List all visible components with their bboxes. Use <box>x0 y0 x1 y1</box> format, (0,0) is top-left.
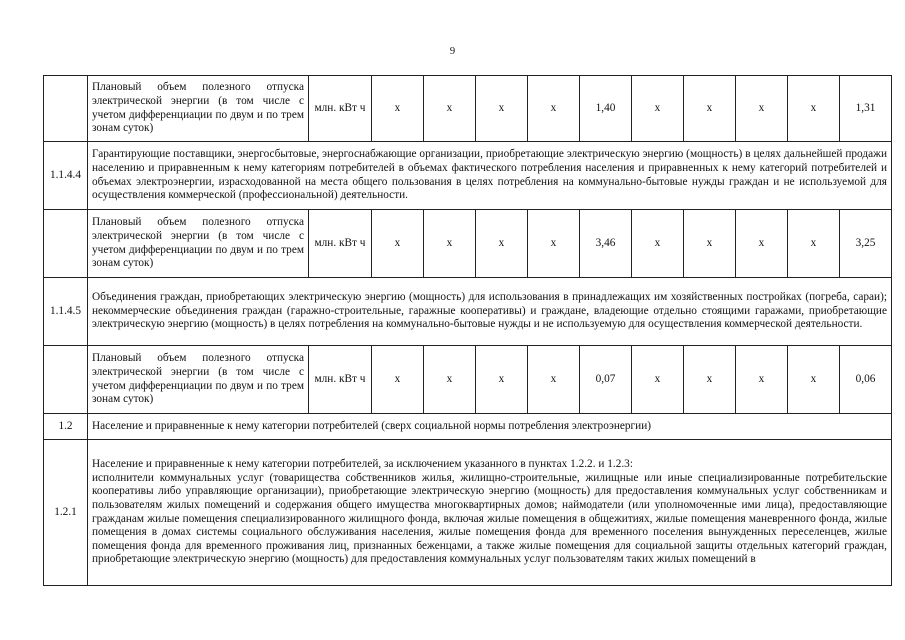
value-cell: 1,31 <box>840 76 892 142</box>
category-description: Гарантирующие поставщики, энергосбытовые, энергоснабжающие организации, приобретающие электрическую энергию (мощность) в целях дальнейшей продажи населению и приравненным к нему категориям потребителей в объемах фактического потребления населения и приравненных к нему категорий потребителей и объемах электроэнергии, израсходованной на места общего пользования в целях потребления на коммунально-бытовые нужды граждан и не используемой для осуществления коммерческой (профессиональной) деятельности. <box>88 142 892 210</box>
value-cell: х <box>476 76 528 142</box>
unit-cell: млн. кВт ч <box>309 76 372 142</box>
value-cell: х <box>424 210 476 278</box>
category-list-text: исполнители коммунальных услуг (товарищества собственников жилья, жилищно-строительные, жилищные или иные специализированные потребительские кооперативы либо управляющие организации), приобретающие электрическую энергию (мощность) для предоставления коммунальных услуг собственникам и пользователям жилых помещений и содержания общего имущества многоквартирных домов; наймодатели (или уполномоченные ими лица), предоставляющие гражданам жилые помещения специализированного жилищного фонда, включая жилые помещения в общежитиях, жилые помещения маневренного фонда, жилые помещения в домах системы социального обслуживания населения, жилые помещения фонда для временного поселения вынужденных переселенцев, жилые помещения фонда для временного проживания лиц, признанных беженцами, а также жилые помещения для социальной защиты отдельных категорий граждан, приобретающие электрическую энергию (мощность) для предоставления коммунальных услуг пользователям таких жилых помещений в <box>92 471 887 566</box>
category-intro: Население и приравненные к нему категории потребителей, за исключением указанного в пунктах 1.2.2. и 1.2.3: <box>92 458 633 471</box>
value-cell: х <box>632 76 684 142</box>
table-row <box>44 210 892 278</box>
plan-volume-label: Плановый объем полезного отпуска электрической энергии (в том числе с учетом дифференциации по двум и по трем зонам суток) <box>88 76 309 142</box>
value-cell: х <box>788 346 840 414</box>
unit-cell: млн. кВт ч <box>309 210 372 278</box>
value-cell: х <box>736 76 788 142</box>
value-cell: х <box>788 210 840 278</box>
value-cell: х <box>788 76 840 142</box>
value-cell: 3,46 <box>580 210 632 278</box>
page-number: 9 <box>449 46 456 57</box>
value-cell: х <box>424 346 476 414</box>
row-number: 1.1.4.5 <box>44 278 88 346</box>
row-number: 1.2 <box>44 414 88 440</box>
value-cell: х <box>372 76 424 142</box>
plan-volume-label: Плановый объем полезного отпуска электрической энергии (в том числе с учетом дифференциации по двум и по трем зонам суток) <box>88 346 309 414</box>
category-description: Население и приравненные к нему категории потребителей (сверх социальной нормы потребления электроэнергии) <box>88 414 892 440</box>
value-cell: х <box>528 346 580 414</box>
table-row <box>44 142 892 210</box>
category-description <box>88 440 892 586</box>
value-cell: х <box>528 76 580 142</box>
value-cell: х <box>476 210 528 278</box>
value-cell: х <box>684 346 736 414</box>
row-number-cell <box>44 76 88 142</box>
row-number-cell <box>44 210 88 278</box>
value-cell: х <box>372 210 424 278</box>
value-cell: х <box>736 210 788 278</box>
value-cell: х <box>632 210 684 278</box>
row-number: 1.2.1 <box>44 440 88 586</box>
tariff-table <box>43 75 892 586</box>
value-cell: х <box>424 76 476 142</box>
table-row <box>44 278 892 346</box>
row-number-cell <box>44 346 88 414</box>
table-row <box>44 346 892 414</box>
category-description: Объединения граждан, приобретающих электрическую энергию (мощность) для использования в принадлежащих им хозяйственных постройках (погреба, сараи); некоммерческие объединения граждан (гаражно-строительные, гаражные кооперативы) и граждане, владеющие отдельно стоящими гаражами, приобретающие электрическую энергию (мощность) в целях потребления на коммунально-бытовые нужды и не используемую для осуществления коммерческой деятельности. <box>88 278 892 346</box>
value-cell: 3,25 <box>840 210 892 278</box>
value-cell: х <box>684 76 736 142</box>
plan-volume-label: Плановый объем полезного отпуска электрической энергии (в том числе с учетом дифференциации по двум и по трем зонам суток) <box>88 210 309 278</box>
table-row <box>44 440 892 586</box>
value-cell: х <box>476 346 528 414</box>
value-cell: 0,06 <box>840 346 892 414</box>
value-cell: х <box>736 346 788 414</box>
value-cell: 1,40 <box>580 76 632 142</box>
table-row <box>44 414 892 440</box>
value-cell: х <box>528 210 580 278</box>
table-row <box>44 76 892 142</box>
row-number: 1.1.4.4 <box>44 142 88 210</box>
value-cell: 0,07 <box>580 346 632 414</box>
value-cell: х <box>684 210 736 278</box>
value-cell: х <box>372 346 424 414</box>
value-cell: х <box>632 346 684 414</box>
unit-cell: млн. кВт ч <box>309 346 372 414</box>
